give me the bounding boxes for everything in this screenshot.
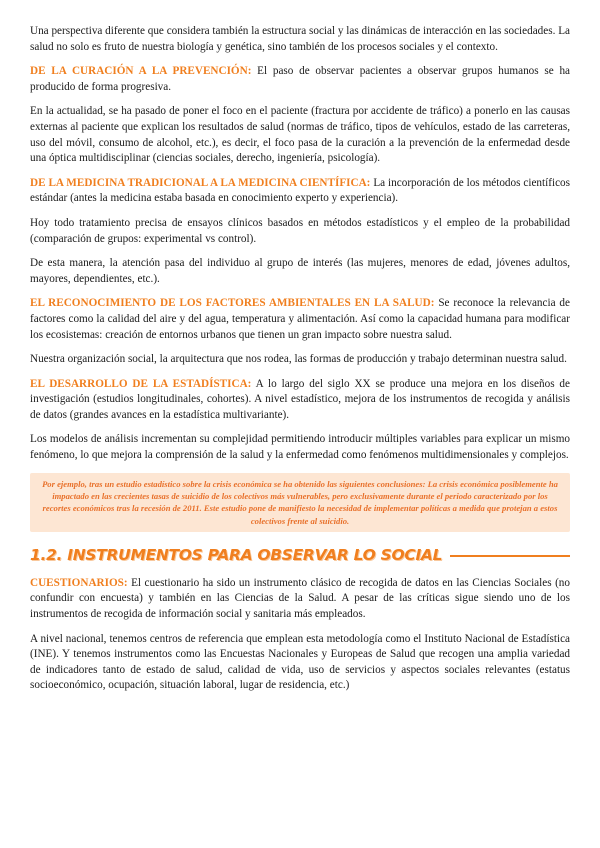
paragraph-lead: DE LA CURACIÓN A LA PREVENCIÓN: — [30, 65, 252, 78]
paragraph-text: Nuestra organización social, la arquitectura que nos rodea, las formas de producción y trabajo determinan nuestra salud. — [30, 353, 567, 366]
subheading-paragraph — [30, 176, 570, 207]
body-paragraph — [30, 352, 570, 368]
section-underline — [450, 555, 570, 557]
body-paragraph — [30, 432, 570, 463]
document-content — [30, 24, 570, 703]
body-paragraph — [30, 104, 570, 166]
subheading-paragraph — [30, 64, 570, 95]
paragraph-text: Los modelos de análisis incrementan su complejidad permitiendo introducir múltiples variables para explicar un mismo fenómeno, lo que mejora la comprensión de la salud y la enfermedad como fenómenos multidimensionales y complejos. — [30, 433, 570, 462]
body-paragraph — [30, 216, 570, 247]
subheading-paragraph — [30, 296, 570, 343]
paragraph-text: La incorporación de los métodos científicos estándar (antes la medicina estaba basada en conocimiento experto y experiencia). — [30, 176, 570, 205]
paragraph-group-1 — [30, 24, 570, 464]
body-paragraph — [30, 256, 570, 287]
subheading-paragraph — [30, 377, 570, 424]
paragraph-text: Hoy todo tratamiento precisa de ensayos clínicos basados en métodos estadísticos y el empleo de la probabilidad (comparación de grupos: experimental vs control). — [30, 216, 570, 245]
paragraph-group-2 — [30, 576, 570, 694]
section-heading — [30, 546, 570, 564]
paragraph-text: A nivel nacional, tenemos centros de referencia que emplean esta metodología como el Instituto Nacional de Estadística (INE). Y tenemos instrumentos como las Encuestas Nacionales y Europeas de Salud que recogen una amplia variedad de indicadores tanto de estado de salud, calidad de vida, uso de servicios y aspectos sociales relevantes (estatus socioeconómico, ocupación, situación laboral, lugar de residencia, etc.) — [30, 632, 570, 692]
paragraph-text: Se reconoce la relevancia de factores como la calidad del aire y del agua, temperatura y alimentación. Así como la capacidad humana para modificar los ecosistemas: creación de entornos urbanos que tienen un gran impacto sobre nuestra salud. — [30, 297, 570, 341]
paragraph-lead: DE LA MEDICINA TRADICIONAL A LA MEDICINA CIENTÍFICA: — [30, 176, 371, 189]
paragraph-text: A lo largo del siglo XX se produce una mejora en los diseños de investigación (estudios longitudinales, cohortes). A nivel estadístico, mejora de los instrumentos de recogida y análisis de datos (grandes avances en la estadística multivariante). — [30, 377, 570, 421]
body-paragraph — [30, 24, 570, 55]
paragraph-text: De esta manera, la atención pasa del individuo al grupo de interés (las mujeres, menores de edad, jóvenes adultos, mayores, dependientes, etc.). — [30, 257, 570, 285]
paragraph-text: El paso de observar pacientes a observar grupos humanos se ha producido de forma progresiva. — [30, 65, 571, 93]
paragraph-text: Una perspectiva diferente que considera también la estructura social y las dinámicas de interacción en las sociedades. La salud no solo es fruto de nuestra biología y genética, sino también de los procesos sociales y el contexto. — [30, 25, 570, 53]
paragraph-text: El cuestionario ha sido un instrumento clásico de recogida de datos en las Ciencias Sociales (no confundir con encuesta) y también en las Ciencias de la Salud. A pesar de las críticas sigue siendo uno de los instrumentos de recogida de información social y sanitaria más empleados. — [30, 576, 570, 621]
paragraph-lead: EL RECONOCIMIENTO DE LOS FACTORES AMBIENTALES EN LA SALUD: — [30, 297, 435, 310]
example-callout — [30, 473, 570, 532]
section-title: 1.2. INSTRUMENTOS PARA OBSERVAR LO SOCIAL — [30, 545, 443, 564]
body-paragraph — [30, 632, 570, 694]
paragraph-lead: EL DESARROLLO DE LA ESTADÍSTICA: — [30, 377, 252, 390]
subheading-paragraph — [30, 576, 570, 623]
example-text: Por ejemplo, tras un estudio estadístico sobre la crisis económica se ha obtenido las siguientes conclusiones: La crisis económica posiblemente ha impactado en las crecientes tasas de suicidio de los colectivos más vulnerables, pero exclusivamente durante el periodo caracterizado por los recortes económicos tras la recesión de 2011. Este estudio pone de manifiesto la necesidad de implementar políticas a medida que protejan a estos colectivos frente al suicidio. — [42, 478, 558, 526]
paragraph-text: En la actualidad, se ha pasado de poner el foco en el paciente (fractura por accidente de tráfico) a ponerlo en las causas externas al paciente que explican los resultados de salud (normas de tráfico, tipos de vehículos, estado de las carreteras, uso del móvil, consumo de alcohol, etc.), es decir, el foco pasa de la curación a la prevención de la enfermedad desde una óptica multidisciplinar (ciencias sociales, derecho, ingeniería, psicología). — [30, 105, 570, 165]
paragraph-lead: CUESTIONARIOS: — [30, 576, 128, 589]
